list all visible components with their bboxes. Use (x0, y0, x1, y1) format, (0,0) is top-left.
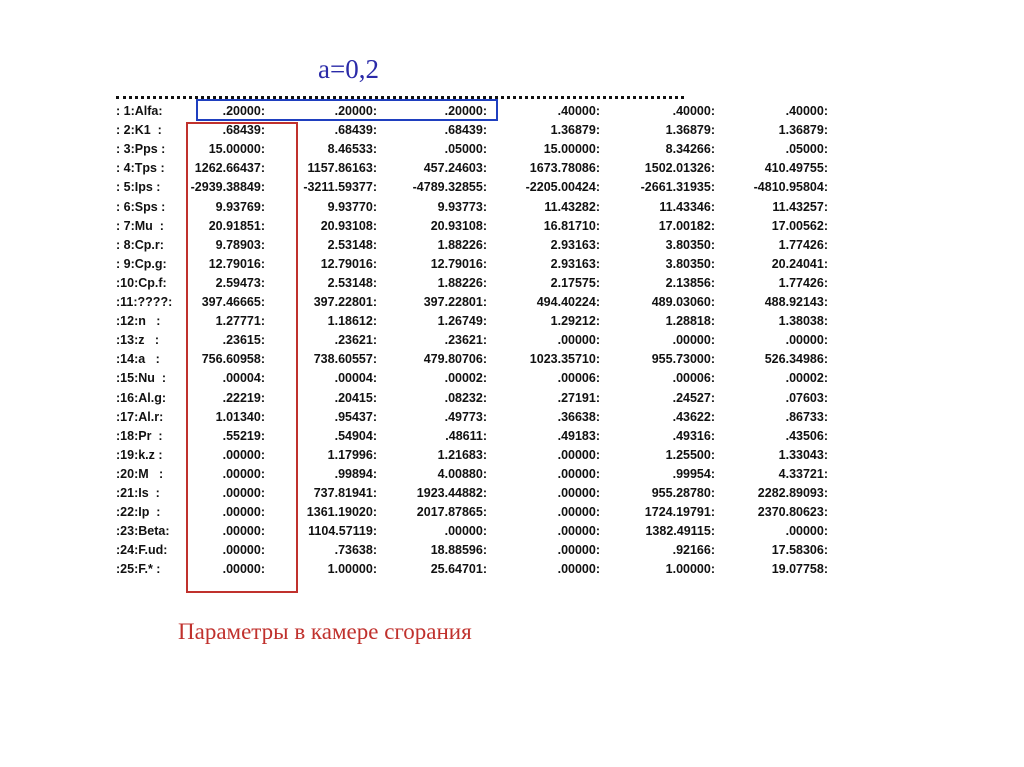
table-cell: 489.03060: (651, 295, 715, 309)
table-cell: .00000: (785, 524, 828, 539)
row-label: : 2:K1 : (116, 123, 162, 138)
table-cell: .99894: (334, 466, 377, 481)
table-cell: 20.93108: (430, 218, 487, 233)
row-label: :17:Al.r: (116, 409, 164, 424)
table-cell: 1157.86163: (307, 161, 377, 176)
table-cell: 1382.49115: (645, 524, 715, 539)
table-cell: .54904: (334, 428, 377, 443)
table-cell: .68439: (222, 123, 265, 138)
table-cell: .20000: (222, 104, 265, 118)
table-cell: 1.26749: (437, 314, 487, 329)
row-label: : 3:Pps : (116, 142, 166, 157)
table-cell: 1.36879: (778, 123, 828, 138)
table-cell: 1.00000: (327, 562, 377, 577)
table-cell: 1.33043: (778, 447, 828, 462)
table-cell: 1.29212: (550, 314, 600, 329)
table-cell: .36638: (557, 409, 600, 424)
table-cell: 397.46665: (201, 295, 265, 309)
table-cell: .08232: (444, 390, 487, 405)
table-cell: .00002: (785, 371, 828, 386)
row-label: :25:F.* : (116, 562, 161, 577)
table-cell: .00004: (222, 371, 265, 386)
table-cell: .00000: (222, 466, 265, 481)
row-label: :18:Pr : (116, 428, 163, 443)
row-label: :11:????: (116, 295, 173, 309)
table-cell: 1023.35710: (529, 352, 600, 367)
table-cell: 1.21683: (437, 447, 487, 462)
table-cell: .00000: (222, 447, 265, 462)
row-label: : 1:Alfa: (116, 104, 163, 118)
table-cell: 1.88226: (437, 237, 487, 252)
table-cell: 3.80350: (665, 237, 715, 252)
table-cell: 17.00182: (658, 218, 715, 233)
table-cell: -2205.00424: (525, 180, 600, 195)
table-cell: .00000: (557, 466, 600, 481)
table-cell: .49773: (444, 409, 487, 424)
table-cell: .00000: (557, 562, 600, 577)
table-cell: 8.34266: (665, 142, 715, 157)
table-cell: .73638: (334, 543, 377, 558)
table-cell: .23615: (222, 333, 265, 348)
table-cell: 12.79016: (430, 256, 487, 271)
table-cell: 738.60557: (313, 352, 377, 367)
table-cell: 2.59473: (215, 275, 265, 290)
table-cell: 9.93770: (327, 199, 377, 214)
table-cell: 17.00562: (771, 218, 828, 233)
table-cell: 25.64701: (430, 562, 487, 577)
row-label: :15:Nu : (116, 371, 166, 386)
table-cell: .20415: (334, 390, 377, 405)
table-cell: .23621: (334, 333, 377, 348)
table-cell: .86733: (785, 409, 828, 424)
table-cell: 1724.19791: (644, 505, 715, 520)
table-cell: 1.77426: (778, 237, 828, 252)
table-cell: -2939.38849: (190, 180, 265, 195)
table-cell: 457.24603: (423, 161, 487, 176)
table-cell: .68439: (334, 123, 377, 138)
table-cell: 494.40224: (536, 295, 600, 309)
table-cell: 526.34986: (764, 352, 828, 367)
row-label: : 6:Sps : (116, 199, 166, 214)
table-cell: .00000: (222, 562, 265, 577)
table-cell: .00000: (557, 333, 600, 348)
table-cell: .40000: (785, 104, 828, 118)
table-cell: 11.43346: (659, 199, 715, 214)
row-label: :14:a : (116, 352, 160, 367)
table-cell: .00000: (672, 333, 715, 348)
table-cell: 1.36879: (550, 123, 600, 138)
table-cell: .49316: (672, 428, 715, 443)
table-cell: -2661.31935: (640, 180, 715, 195)
table-cell: 1.88226: (437, 275, 487, 290)
table-cell: 12.79016: (320, 256, 377, 271)
table-cell: 17.58306: (771, 543, 828, 558)
table-cell: .22219: (222, 390, 265, 405)
table-cell: 1923.44882: (416, 486, 487, 500)
table-cell: 1.27771: (215, 314, 265, 329)
table-cell: .95437: (334, 409, 377, 424)
table-cell: 2.53148: (327, 237, 377, 252)
table-cell: 1361.19020: (306, 505, 377, 520)
table-cell: .92166: (672, 543, 715, 558)
table-cell: -4789.32855: (412, 180, 487, 195)
table-cell: 488.92143: (764, 295, 828, 309)
table-cell: 15.00000: (543, 142, 600, 157)
table-cell: .05000: (785, 142, 828, 157)
table-cell: 2.13856: (665, 275, 715, 290)
table-cell: 2017.87865: (416, 505, 487, 520)
row-label: : 7:Mu : (116, 218, 164, 233)
table-cell: 9.93769: (215, 199, 265, 214)
table-cell: .00006: (557, 371, 600, 386)
row-label: :13:z : (116, 333, 160, 348)
table-cell: .40000: (557, 104, 600, 118)
table-cell: .00004: (334, 371, 377, 386)
table-cell: 4.00880: (437, 466, 487, 481)
table-cell: 2.93163: (550, 237, 600, 252)
table-cell: 1262.66437: (194, 161, 265, 176)
table-cell: 1.38038: (778, 314, 828, 329)
table-cell: 1502.01326: (644, 161, 715, 176)
table-cell: .20000: (334, 104, 377, 118)
row-label: :21:Is : (116, 486, 160, 500)
row-label: : 9:Cp.g: (116, 256, 167, 271)
table-cell: .48611: (445, 428, 487, 443)
table-cell: 20.93108: (320, 218, 377, 233)
table-cell: 20.24041: (771, 256, 828, 271)
table-cell: 9.93773: (437, 199, 487, 214)
table-cell: .07603: (785, 390, 828, 405)
row-label: : 4:Tps : (116, 161, 165, 176)
table-cell: .49183: (557, 428, 600, 443)
table-cell: -4810.95804: (753, 180, 828, 195)
row-label: :12:n : (116, 314, 161, 329)
table-cell: 397.22801: (423, 295, 487, 309)
header-value: a=0,2 (318, 54, 379, 84)
table-cell: 16.81710: (543, 218, 600, 233)
table-cell: .00002: (444, 371, 487, 386)
table-cell: 955.28780: (651, 486, 715, 500)
table-cell: .24527: (672, 390, 715, 405)
row-label: : 5:Ips : (116, 180, 161, 195)
slide-caption: Параметры в камере сгорания (178, 619, 472, 644)
table-cell: .40000: (672, 104, 715, 118)
table-cell: .00000: (557, 447, 600, 462)
table-cell: 20.91851: (208, 218, 265, 233)
table-cell: 11.43257: (772, 199, 828, 214)
table-cell: .43506: (785, 428, 828, 443)
table-cell: 3.80350: (665, 256, 715, 271)
row-label: :24:F.ud: (116, 543, 168, 558)
table-cell: .00000: (222, 486, 265, 500)
table-cell: 737.81941: (313, 486, 377, 500)
table-cell: 479.80706: (423, 352, 487, 367)
table-cell: .00000: (785, 333, 828, 348)
table-cell: 1.77426: (778, 275, 828, 290)
table-cell: 397.22801: (313, 295, 377, 309)
table-cell: 1.01340: (215, 409, 265, 424)
table-cell: 756.60958: (201, 352, 265, 367)
table-cell: .55219: (222, 428, 265, 443)
table-cell: 2.17575: (550, 275, 600, 290)
table-cell: .68439: (444, 123, 487, 138)
table-cell: 1.28818: (665, 314, 715, 329)
table-cell: 1.17996: (327, 447, 377, 462)
table-cell: 1.25500: (665, 447, 715, 462)
table-cell: .00000: (557, 524, 600, 539)
table-cell: .00000: (557, 505, 600, 520)
table-cell: -3211.59377: (303, 180, 377, 195)
table-cell: 1.00000: (665, 562, 715, 577)
row-label: :22:Ip : (116, 505, 161, 520)
table-cell: 2370.80623: (757, 505, 828, 520)
table-cell: .27191: (557, 390, 600, 405)
table-cell: 19.07758: (771, 562, 828, 577)
table-cell: 9.78903: (215, 237, 265, 252)
table-cell: .05000: (444, 142, 487, 157)
table-cell: .00000: (222, 505, 265, 520)
table-cell: 11.43282: (544, 199, 600, 214)
table-cell: .00000: (222, 524, 265, 539)
table-cell: 2.93163: (550, 256, 600, 271)
row-label: :19:k.z : (116, 447, 163, 462)
table-cell: .00006: (672, 371, 715, 386)
table-cell: 12.79016: (208, 256, 265, 271)
table-cell: 410.49755: (764, 161, 828, 176)
table-cell: 1.36879: (665, 123, 715, 138)
table-cell: 18.88596: (430, 543, 487, 558)
table-cell: 4.33721: (778, 466, 828, 481)
table-cell: 2.53148: (327, 275, 377, 290)
table-cell: 1673.78086: (529, 161, 600, 176)
table-cell: .00000: (444, 524, 487, 539)
table-cell: 2282.89093: (757, 486, 828, 500)
table-cell: .00000: (557, 486, 600, 500)
row-label: :16:Al.g: (116, 390, 166, 405)
row-label: :20:M : (116, 466, 164, 481)
table-cell: .00000: (557, 543, 600, 558)
table-cell: .23621: (444, 333, 487, 348)
row-label: : 8:Cp.r: (116, 237, 164, 252)
table-cell: 955.73000: (651, 352, 715, 367)
row-label: :10:Cp.f: (116, 275, 167, 290)
table-cell: .43622: (672, 409, 715, 424)
table-cell: 1.18612: (327, 314, 377, 329)
table-cell: .20000: (444, 104, 487, 118)
table-cell: 15.00000: (208, 142, 265, 157)
table-cell: 1104.57119: (308, 524, 377, 539)
table-cell: .99954: (672, 466, 715, 481)
table-cell: .00000: (222, 543, 265, 558)
table-cell: 8.46533: (327, 142, 377, 157)
row-label: :23:Beta: (116, 524, 170, 539)
